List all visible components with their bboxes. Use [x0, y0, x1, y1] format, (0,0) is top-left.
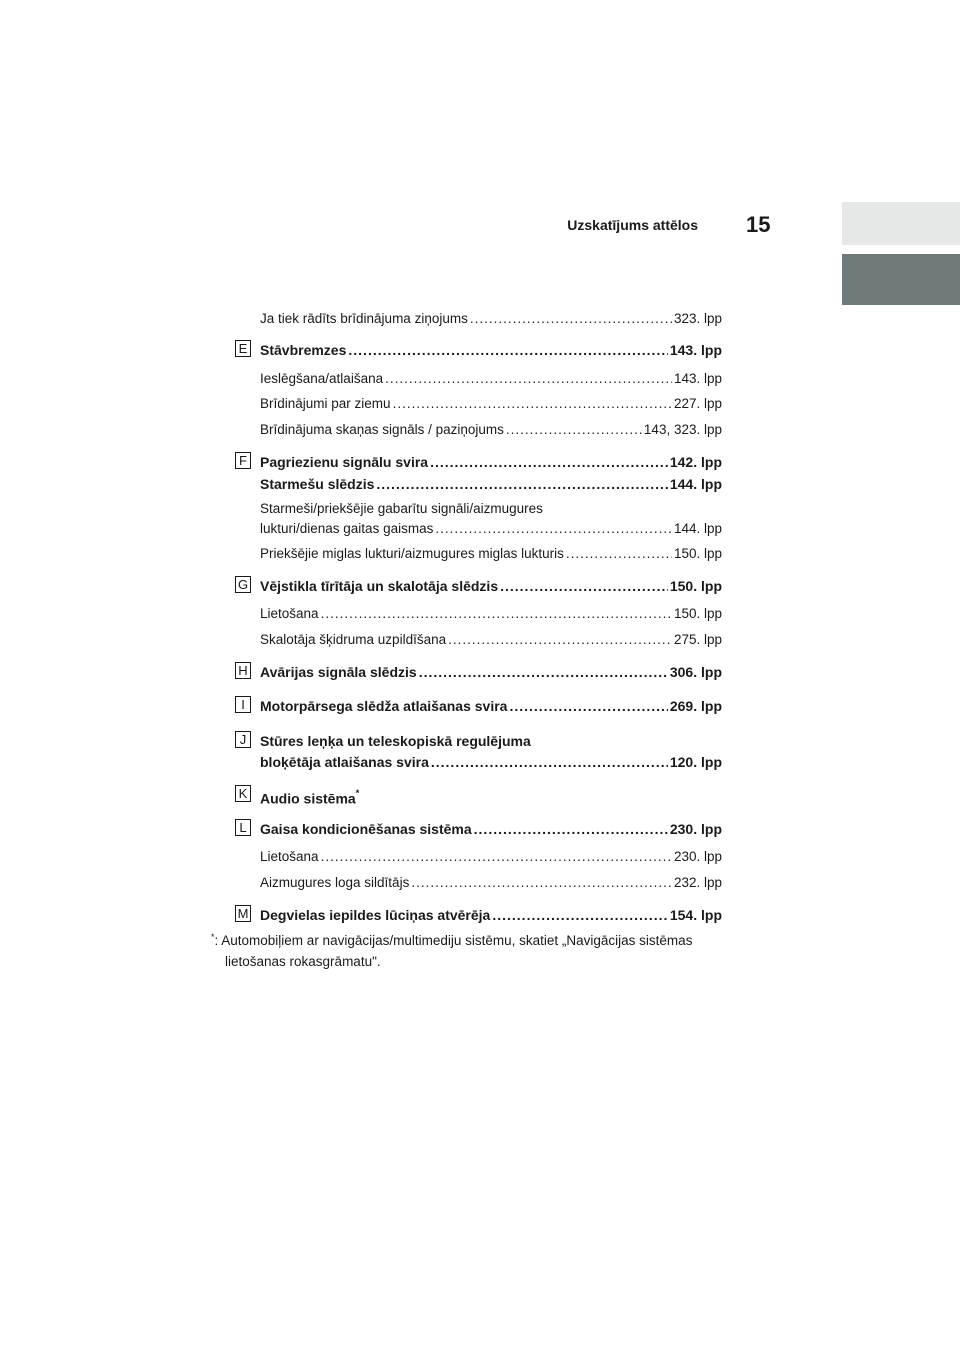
leader-dots — [411, 875, 672, 891]
entry-page: 143. lpp — [673, 371, 722, 386]
callout-letter-g: G — [235, 576, 251, 593]
entry-text: Brīdinājumi par ziemu — [260, 396, 391, 411]
entry-text: Lietošana — [260, 606, 319, 621]
leader-dots — [506, 422, 642, 438]
entry-page: 144. lpp — [673, 521, 722, 536]
leader-dots — [509, 698, 667, 714]
callout-letter-i: I — [235, 696, 251, 713]
entry-text: Aizmugures loga sildītājs — [260, 875, 410, 890]
entry-text: Audio sistēma — [260, 790, 356, 807]
header-dark-band — [842, 254, 960, 305]
entry-page: 154. lpp — [669, 907, 722, 923]
entry-text: Gaisa kondicionēšanas sistēma — [260, 821, 472, 837]
header-band — [842, 202, 960, 245]
entry-page: 142. lpp — [669, 454, 722, 470]
callout-letter-l: L — [235, 819, 251, 836]
footnote-line — [211, 931, 731, 952]
leader-dots — [492, 907, 668, 923]
leader-dots — [385, 371, 672, 387]
index-entry — [260, 521, 722, 537]
leader-dots — [321, 849, 672, 865]
index-entry — [260, 371, 722, 387]
leader-dots — [430, 454, 668, 470]
index-entry — [260, 632, 722, 648]
index-entry-main — [260, 578, 722, 594]
callout-letter-k: K — [235, 785, 251, 802]
entry-page: 143. lpp — [669, 342, 722, 358]
index-entry-main — [260, 342, 722, 358]
leader-dots — [566, 546, 672, 562]
section-title: Uzskatījums attēlos — [567, 217, 698, 233]
leader-dots — [474, 821, 668, 837]
entry-page: 144. lpp — [669, 476, 722, 492]
footnote-line: lietošanas rokasgrāmatu". — [225, 954, 381, 969]
entry-page: 150. lpp — [673, 546, 722, 561]
footnote — [211, 931, 731, 971]
entry-text: Ja tiek rādīts brīdinājuma ziņojums — [260, 311, 468, 326]
leader-dots — [419, 664, 668, 680]
entry-page: 232. lpp — [673, 875, 722, 890]
leader-dots — [500, 578, 668, 594]
entry-text: bloķētāja atlaišanas svira — [260, 754, 429, 770]
entry-text: Stāvbremzes — [260, 342, 347, 358]
entry-page: 227. lpp — [673, 396, 722, 411]
entry-text-line: Starmeši/priekšējie gabarītu signāli/aizmugures — [260, 501, 543, 516]
leader-dots — [431, 754, 668, 770]
leader-dots — [470, 311, 672, 327]
index-entry — [260, 606, 722, 622]
entry-page: 306. lpp — [669, 664, 722, 680]
entry-page: 150. lpp — [673, 606, 722, 621]
footnote-text: : Automobiļiem ar navigācijas/multimediju sistēmu, skatiet „Navigācijas sistēmas — [214, 933, 693, 948]
entry-text-line: Stūres leņķa un teleskopiskā regulējuma — [260, 733, 531, 749]
entry-text: Motorpārsega slēdža atlaišanas svira — [260, 698, 508, 714]
callout-letter-e: E — [235, 340, 251, 357]
leader-dots — [321, 606, 672, 622]
entry-text: Skalotāja šķidruma uzpildīšana — [260, 632, 447, 647]
index-entry-main — [260, 821, 722, 837]
index-entry — [260, 396, 722, 412]
entry-text: Priekšējie miglas lukturi/aizmugures miglas lukturis — [260, 546, 564, 561]
entry-page: 275. lpp — [673, 632, 722, 647]
leader-dots — [376, 476, 667, 492]
index-entry — [260, 311, 722, 327]
entry-text: lukturi/dienas gaitas gaismas — [260, 521, 434, 536]
entry-text: Starmešu slēdzis — [260, 476, 375, 492]
index-entry — [260, 422, 722, 438]
entry-page: 323. lpp — [673, 311, 722, 326]
index-entry-main — [260, 476, 722, 492]
leader-dots — [348, 342, 667, 358]
index-entry-main — [260, 787, 359, 807]
entry-text: Ieslēgšana/atlaišana — [260, 371, 384, 386]
callout-letter-j: J — [235, 731, 251, 748]
entry-text: Avārijas signāla slēdzis — [260, 664, 417, 680]
index-entry — [260, 546, 722, 562]
index-entry — [260, 875, 722, 891]
callout-letter-f: F — [235, 452, 251, 469]
leader-dots — [393, 396, 672, 412]
entry-page: 150. lpp — [669, 578, 722, 594]
entry-page: 269. lpp — [669, 698, 722, 714]
index-entry-main — [260, 754, 722, 770]
entry-text: Pagriezienu signālu svira — [260, 454, 429, 470]
entry-text: Degvielas iepildes lūciņas atvērēja — [260, 907, 491, 923]
index-entry-main — [260, 664, 722, 680]
footnote-mark: * — [211, 932, 215, 942]
leader-dots — [435, 521, 672, 537]
footnote-mark: * — [355, 788, 360, 798]
entry-text: Vējstikla tīrītāja un skalotāja slēdzis — [260, 578, 499, 594]
callout-letter-h: H — [235, 662, 251, 679]
entry-page: 143, 323. lpp — [643, 422, 722, 437]
entry-page: 230. lpp — [673, 849, 722, 864]
index-entry — [260, 849, 722, 865]
entry-page: 120. lpp — [669, 754, 722, 770]
page-number: 15 — [746, 212, 771, 237]
entry-page: 230. lpp — [669, 821, 722, 837]
entry-text: Brīdinājuma skaņas signāls / paziņojums — [260, 422, 504, 437]
index-entry-main — [260, 698, 722, 714]
index-entry-main — [260, 454, 722, 470]
index-entry-main — [260, 907, 722, 923]
entry-text: Lietošana — [260, 849, 319, 864]
leader-dots — [448, 632, 672, 648]
callout-letter-m: M — [235, 905, 251, 922]
